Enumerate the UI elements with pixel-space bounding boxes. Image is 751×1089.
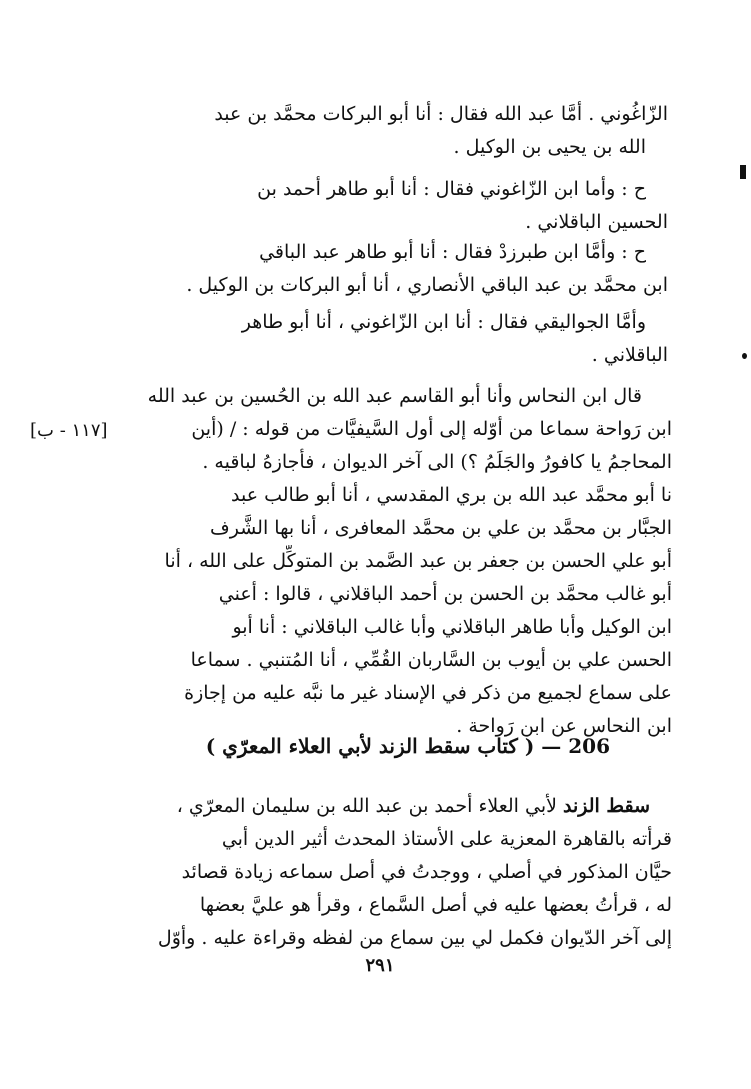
text-line: ح : وأمَّا ابن طبرزدْ فقال : أنا أبو طاهر عبد الباقي: [259, 241, 646, 263]
text-line: ابن النحاس عن ابن رَواحة .: [456, 715, 672, 737]
text-line: وأمَّا الجواليقي فقال : أنا ابن الزّاغوني ، أنا أبو طاهر: [241, 311, 646, 333]
text-line: له ، قرأتُ بعضها عليه في أصل السَّماع ، وقرأ هو عليَّ بعضها: [199, 894, 672, 916]
paragraph-3: [118, 236, 668, 302]
text-line: ابن الوكيل وأبا طاهر الباقلاني وأبا غالب الباقلاني : أنا أبو: [232, 616, 672, 638]
text-line: الحسين الباقلاني .: [525, 211, 668, 233]
text-line: الحسن علي بن أيوب بن السَّاربان القُمِّي ، أنا المُتنبي . سماعا: [190, 649, 672, 671]
text-line: أبو علي الحسن بن جعفر بن عبد الصَّمد بن المتوكِّل على الله ، أنا: [164, 550, 672, 572]
text-line: قرأته بالقاهرة المعزية على الأستاذ المحدث أثير الدين أبي: [221, 828, 672, 850]
text-line: حيَّان المذكور في أصلي ، ووجدتُ في أصل سماعه زيادة قصائد: [181, 861, 672, 883]
text-line-rest: لأبي العلاء أحمد بن عبد الله بن سليمان المعرّي ،: [176, 795, 563, 817]
text-line: الزّاغُوني . أمَّا عبد الله فقال : أنا أبو البركات محمَّد بن عبد: [214, 103, 668, 125]
text-line: نا أبو محمَّد عبد الله بن بري المقدسي ، أنا أبو طالب عبد: [231, 484, 672, 506]
text-line: إلى آخر الدّيوان فكمل لي بين سماع من لفظه وقراءة عليه . وأوّل: [157, 927, 672, 949]
text-line: الباقلاني .: [591, 344, 668, 366]
paragraph-5: [112, 380, 672, 743]
book-title-lead: سقط الزند: [563, 795, 650, 817]
paragraph-4: [118, 306, 668, 372]
text-line: ابن محمَّد بن عبد الباقي الأنصاري ، أنا أبو البركات بن الوكيل .: [186, 274, 668, 296]
margin-dot: [742, 353, 747, 359]
text-line: الله بن يحيى بن الوكيل .: [453, 136, 646, 158]
text-line: أبو غالب محمَّد بن الحسن بن أحمد الباقلاني ، قالوا : أعني: [218, 583, 672, 605]
text-line: على سماع لجميع من ذكر في الإسناد غير ما نبَّه عليه من إجازة: [184, 682, 672, 704]
text-line: ابن رَواحة سماعا من أوّله إلى أول السَّيفيَّات من قوله : / (أين: [191, 418, 672, 440]
paragraph-1: [118, 98, 668, 164]
text-line: المحاجمُ يا كافورُ والجَلَمُ ؟) الى آخر الديوان ، فأجازهُ لباقيه .: [202, 451, 672, 473]
paragraph-6: [112, 790, 672, 955]
page-number: ٢٩١: [365, 955, 395, 976]
section-heading: 206 — ( كتاب سقط الزند لأبي العلاء المعرّي ): [205, 734, 610, 758]
folio-marginal-note: [١١٧ - ب]: [30, 420, 108, 441]
text-line: الجبَّار بن محمَّد بن علي بن محمَّد المعافرى ، أنا بها الشَّرف: [210, 517, 672, 539]
text-line: قال ابن النحاس وأنا أبو القاسم عبد الله بن الحُسين بن عبد الله: [147, 385, 642, 407]
paragraph-2: [118, 173, 668, 239]
text-line-first: [112, 790, 672, 823]
text-line: ح : وأما ابن الزّاغوني فقال : أنا أبو طاهر أحمد بن: [257, 178, 646, 200]
margin-mark: [740, 165, 746, 179]
